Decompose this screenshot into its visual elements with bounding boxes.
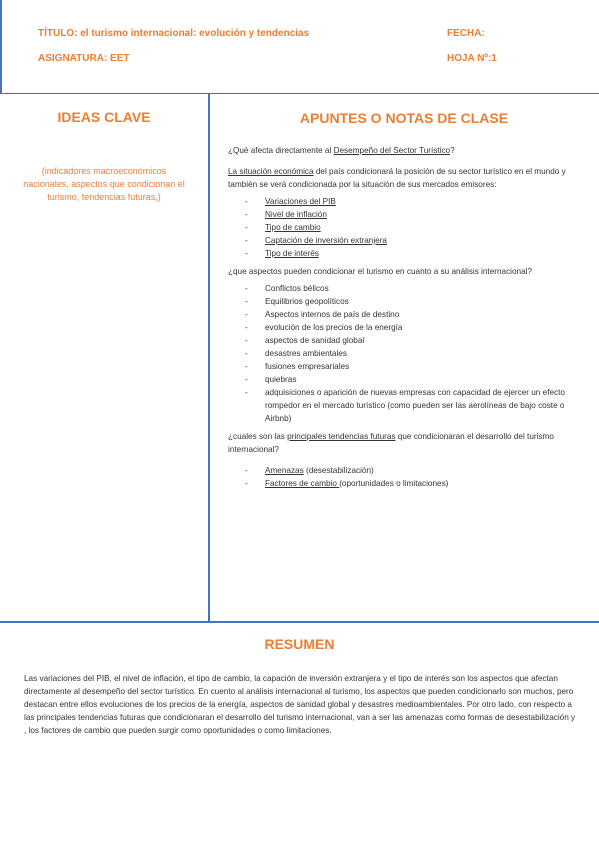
list-item: - Nivel de inflación xyxy=(228,208,578,221)
list-item: - adquisiciones o aparición de nuevas empresas con capacidad de ejercer un efecto rompedor en el mercado turístico (como pueden ser las aerolíneas de bajo coste o Airbnb) xyxy=(228,386,578,425)
question-3-text: ¿cuales son las xyxy=(228,432,288,441)
class-notes-heading: APUNTES O NOTAS DE CLASE xyxy=(299,110,509,126)
class-notes-body xyxy=(228,144,578,495)
sheet-number-field: HOJA Nº:1 xyxy=(447,53,497,64)
list-item: - Variaciones del PIB xyxy=(228,195,578,208)
list-item xyxy=(228,477,578,490)
list-item: - desastres ambientales xyxy=(228,347,578,360)
question-3-end: que condicionaran el desarrollo del turismo internacional? xyxy=(228,432,554,454)
paragraph-economic xyxy=(228,165,578,191)
list-item: - evolución de los precios de la energía xyxy=(228,321,578,334)
trend-detail: (desestabilización) xyxy=(303,466,374,475)
summary-divider xyxy=(0,621,599,623)
trend-label: Amenazas xyxy=(265,466,304,475)
trend-detail: (oportunidades o limitaciones) xyxy=(339,479,449,488)
key-ideas-heading: IDEAS CLAVE xyxy=(57,109,151,125)
list-item: - Conflictos bélicos xyxy=(228,282,578,295)
question-3-underlined: principales tendencias futuras xyxy=(287,432,396,441)
question-1-end: ? xyxy=(450,146,455,155)
trend-label: Factores de cambio xyxy=(265,479,340,488)
economic-indicators-list xyxy=(228,195,578,260)
list-item xyxy=(228,464,578,477)
question-1-underlined: Desempeño del Sector Turístico xyxy=(333,146,451,155)
column-divider xyxy=(208,94,210,622)
paragraph-economic-text: del país condicionará la posición de su sector turístico en el mundo y también se verá condicionada por la situación de sus mercados emisores: xyxy=(228,167,566,189)
question-1-text: ¿Qué afecta directamente al xyxy=(228,146,334,155)
date-field: FECHA: xyxy=(447,28,485,39)
paragraph-economic-underlined: La situación económica xyxy=(228,167,314,176)
question-2: ¿que aspectos pueden condicionar el turismo en cuanto a su análisis internacional? xyxy=(228,267,533,276)
list-item: - Tipo de cambio xyxy=(228,221,578,234)
list-item: - Equilibrios geopolíticos xyxy=(228,295,578,308)
list-item: - Captación de inversión extranjera xyxy=(228,234,578,247)
conditioning-aspects-list xyxy=(228,282,578,425)
header-box xyxy=(0,0,599,94)
list-item: - quiebras xyxy=(228,373,578,386)
list-item: - fusiones empresariales xyxy=(228,360,578,373)
title-field: TÍTULO: el turismo internacional: evolución y tendencias xyxy=(38,28,310,39)
summary-heading: RESUMEN xyxy=(264,636,335,652)
summary-text: Las variaciones del PIB, el nivel de inflación, el tipo de cambio, la capación de inversión extranjera y el tipo de interés son los aspectos que afectan directamente al desempeño del sector turístico. En cuento al análisis internacional al turismo, los aspectos que pueden condicionarlo son muchos, pero destacan entre ellos evoluciones de los precios de la energía, aspectos de sanidad global y desastres medioambientales. Por otro lado, con respecto a las principales tendencias futuras que condicionaran el desarrollo del turismo internacional, van a ser las amenazas como formas de desestabilización y , los factores de cambio que pueden surgir como oportunidades o como limitaciones. xyxy=(24,674,576,735)
question-1 xyxy=(228,144,578,157)
subject-field: ASIGNATURA: EET xyxy=(38,53,130,64)
list-item: - aspectos de sanidad global xyxy=(228,334,578,347)
key-ideas-note: (indicadores macroeconómicos nacionales, aspectos que condicionan el turismo, tendencias futuras,) xyxy=(23,166,185,202)
list-item: - Tipo de interés xyxy=(228,247,578,260)
future-trends-list xyxy=(228,464,578,490)
list-item: - Aspectos internos de país de destino xyxy=(228,308,578,321)
question-3 xyxy=(228,430,578,456)
